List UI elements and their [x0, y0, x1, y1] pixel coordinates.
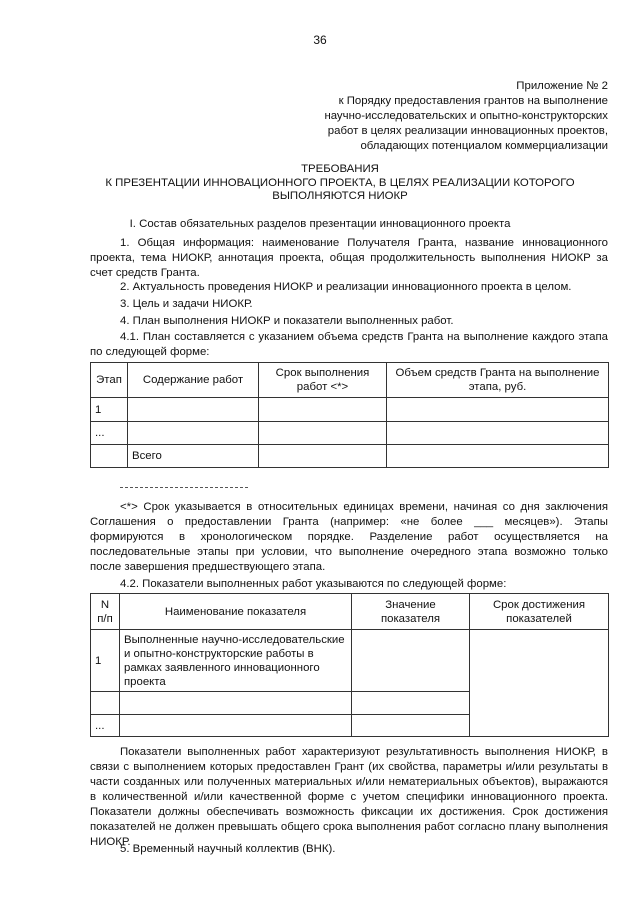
- paragraph-research-team: 5. Временный научный коллектив (ВНК).: [120, 843, 336, 855]
- table-cell: [387, 422, 609, 445]
- title-line: ТРЕБОВАНИЯ: [301, 163, 379, 175]
- indicators-table: [90, 593, 609, 737]
- table-cell: [387, 445, 609, 468]
- appendix-line: обладающих потенциалом коммерциализации: [360, 140, 608, 152]
- appendix-line: научно-исследовательских и опытно-конструкторских: [324, 110, 608, 122]
- title-line: К ПРЕЗЕНТАЦИИ ИННОВАЦИОННОГО ПРОЕКТА, В ЦЕЛЯХ РЕАЛИЗАЦИИ КОТОРОГО: [105, 176, 575, 189]
- table-cell: [352, 715, 470, 737]
- table-cell-number: 1: [91, 398, 128, 422]
- header-stage: Этап: [91, 363, 128, 398]
- table-cell-number: 1: [91, 630, 120, 692]
- table-cell: [91, 692, 120, 715]
- stage-plan-table: [90, 362, 609, 468]
- table-cell: [91, 445, 128, 468]
- paragraph-general-info: 1. Общая информация: наименование Получателя Гранта, название инновационного проекта, тема НИОКР, аннотация проекта, общая продолжительность выполнения НИОКР за счет средств Гранта.: [90, 237, 608, 279]
- table-cell: [120, 715, 352, 737]
- table-cell: [259, 445, 387, 468]
- paragraph-goals: 3. Цель и задачи НИОКР.: [120, 298, 253, 310]
- section-heading: I. Состав обязательных разделов презентации инновационного проекта: [129, 218, 511, 230]
- title-line: ВЫПОЛНЯЮТСЯ НИОКР: [272, 190, 408, 202]
- table-cell-merged: [470, 630, 609, 737]
- page-number: 36: [313, 33, 327, 47]
- header-indicator-name: Наименование показателя: [120, 594, 352, 630]
- appendix-header: [228, 79, 608, 154]
- table-cell: [387, 398, 609, 422]
- paragraph-indicators-description: Показатели выполненных работ характеризуют результативность выполнения НИОКР, в связи с выполнением которых предоставлен Грант (их свойства, параметры и/или результаты в части созданных или полученных материальных и/или нематериальных объектов), выражаются в количественной и/или качественной форме с учетом специфики инновационного проекта. Показатели должны обеспечивать возможность фиксации их достижения. Срок достижения показателей не должен превышать общего срока выполнения работ согласно плану выполнения НИОКР.: [90, 746, 608, 848]
- header-grant-amount: Объем средств Гранта на выполнение этапа, руб.: [387, 363, 609, 398]
- header-deadline: Срок выполнения работ <*>: [259, 363, 387, 398]
- paragraph-indicators-form: 4.2. Показатели выполненных работ указываются по следующей форме:: [120, 578, 507, 590]
- table-cell: [259, 422, 387, 445]
- table-cell: [259, 398, 387, 422]
- table-cell-indicator-name: Выполненные научно-исследовательские и опытно-конструкторские работы в рамках заявленного инновационного проекта: [120, 630, 352, 692]
- table-cell: [128, 422, 259, 445]
- footnote-separator: [120, 487, 248, 488]
- header-number: N п/п: [91, 594, 120, 630]
- table-cell: [352, 692, 470, 715]
- table-cell-number: ...: [91, 715, 120, 737]
- table-cell: [128, 398, 259, 422]
- appendix-line: работ в целях реализации инновационных проектов,: [327, 125, 608, 137]
- appendix-line: к Порядку предоставления грантов на выполнение: [338, 95, 608, 107]
- table-cell-number: ...: [91, 422, 128, 445]
- paragraph-plan-form: 4.1. План составляется с указанием объема средств Гранта на выполнение каждого этапа по следующей форме:: [90, 331, 608, 358]
- paragraph-relevance: 2. Актуальность проведения НИОКР и реализации инновационного проекта в целом.: [120, 281, 572, 293]
- table-cell-total: Всего: [128, 445, 259, 468]
- table-cell: [352, 630, 470, 692]
- appendix-line: Приложение № 2: [516, 80, 608, 92]
- header-indicator-value: Значение показателя: [352, 594, 470, 630]
- header-achievement-deadline: Срок достижения показателей: [470, 594, 609, 630]
- paragraph-plan: 4. План выполнения НИОКР и показатели выполненных работ.: [120, 315, 454, 327]
- table-cell: [120, 692, 352, 715]
- header-content: Содержание работ: [128, 363, 259, 398]
- document-title: [90, 163, 590, 204]
- footnote-text: <*> Срок указывается в относительных единицах времени, начиная со дня заключения Соглашения о предоставлении Гранта (например: «не более ___ месяцев»). Этапы формируются в хронологическом порядке. Разделение работ осуществляется на последовательные этапы при условии, что выполнение очередного этапа возможно только после завершения предшествующего этапа.: [90, 501, 608, 573]
